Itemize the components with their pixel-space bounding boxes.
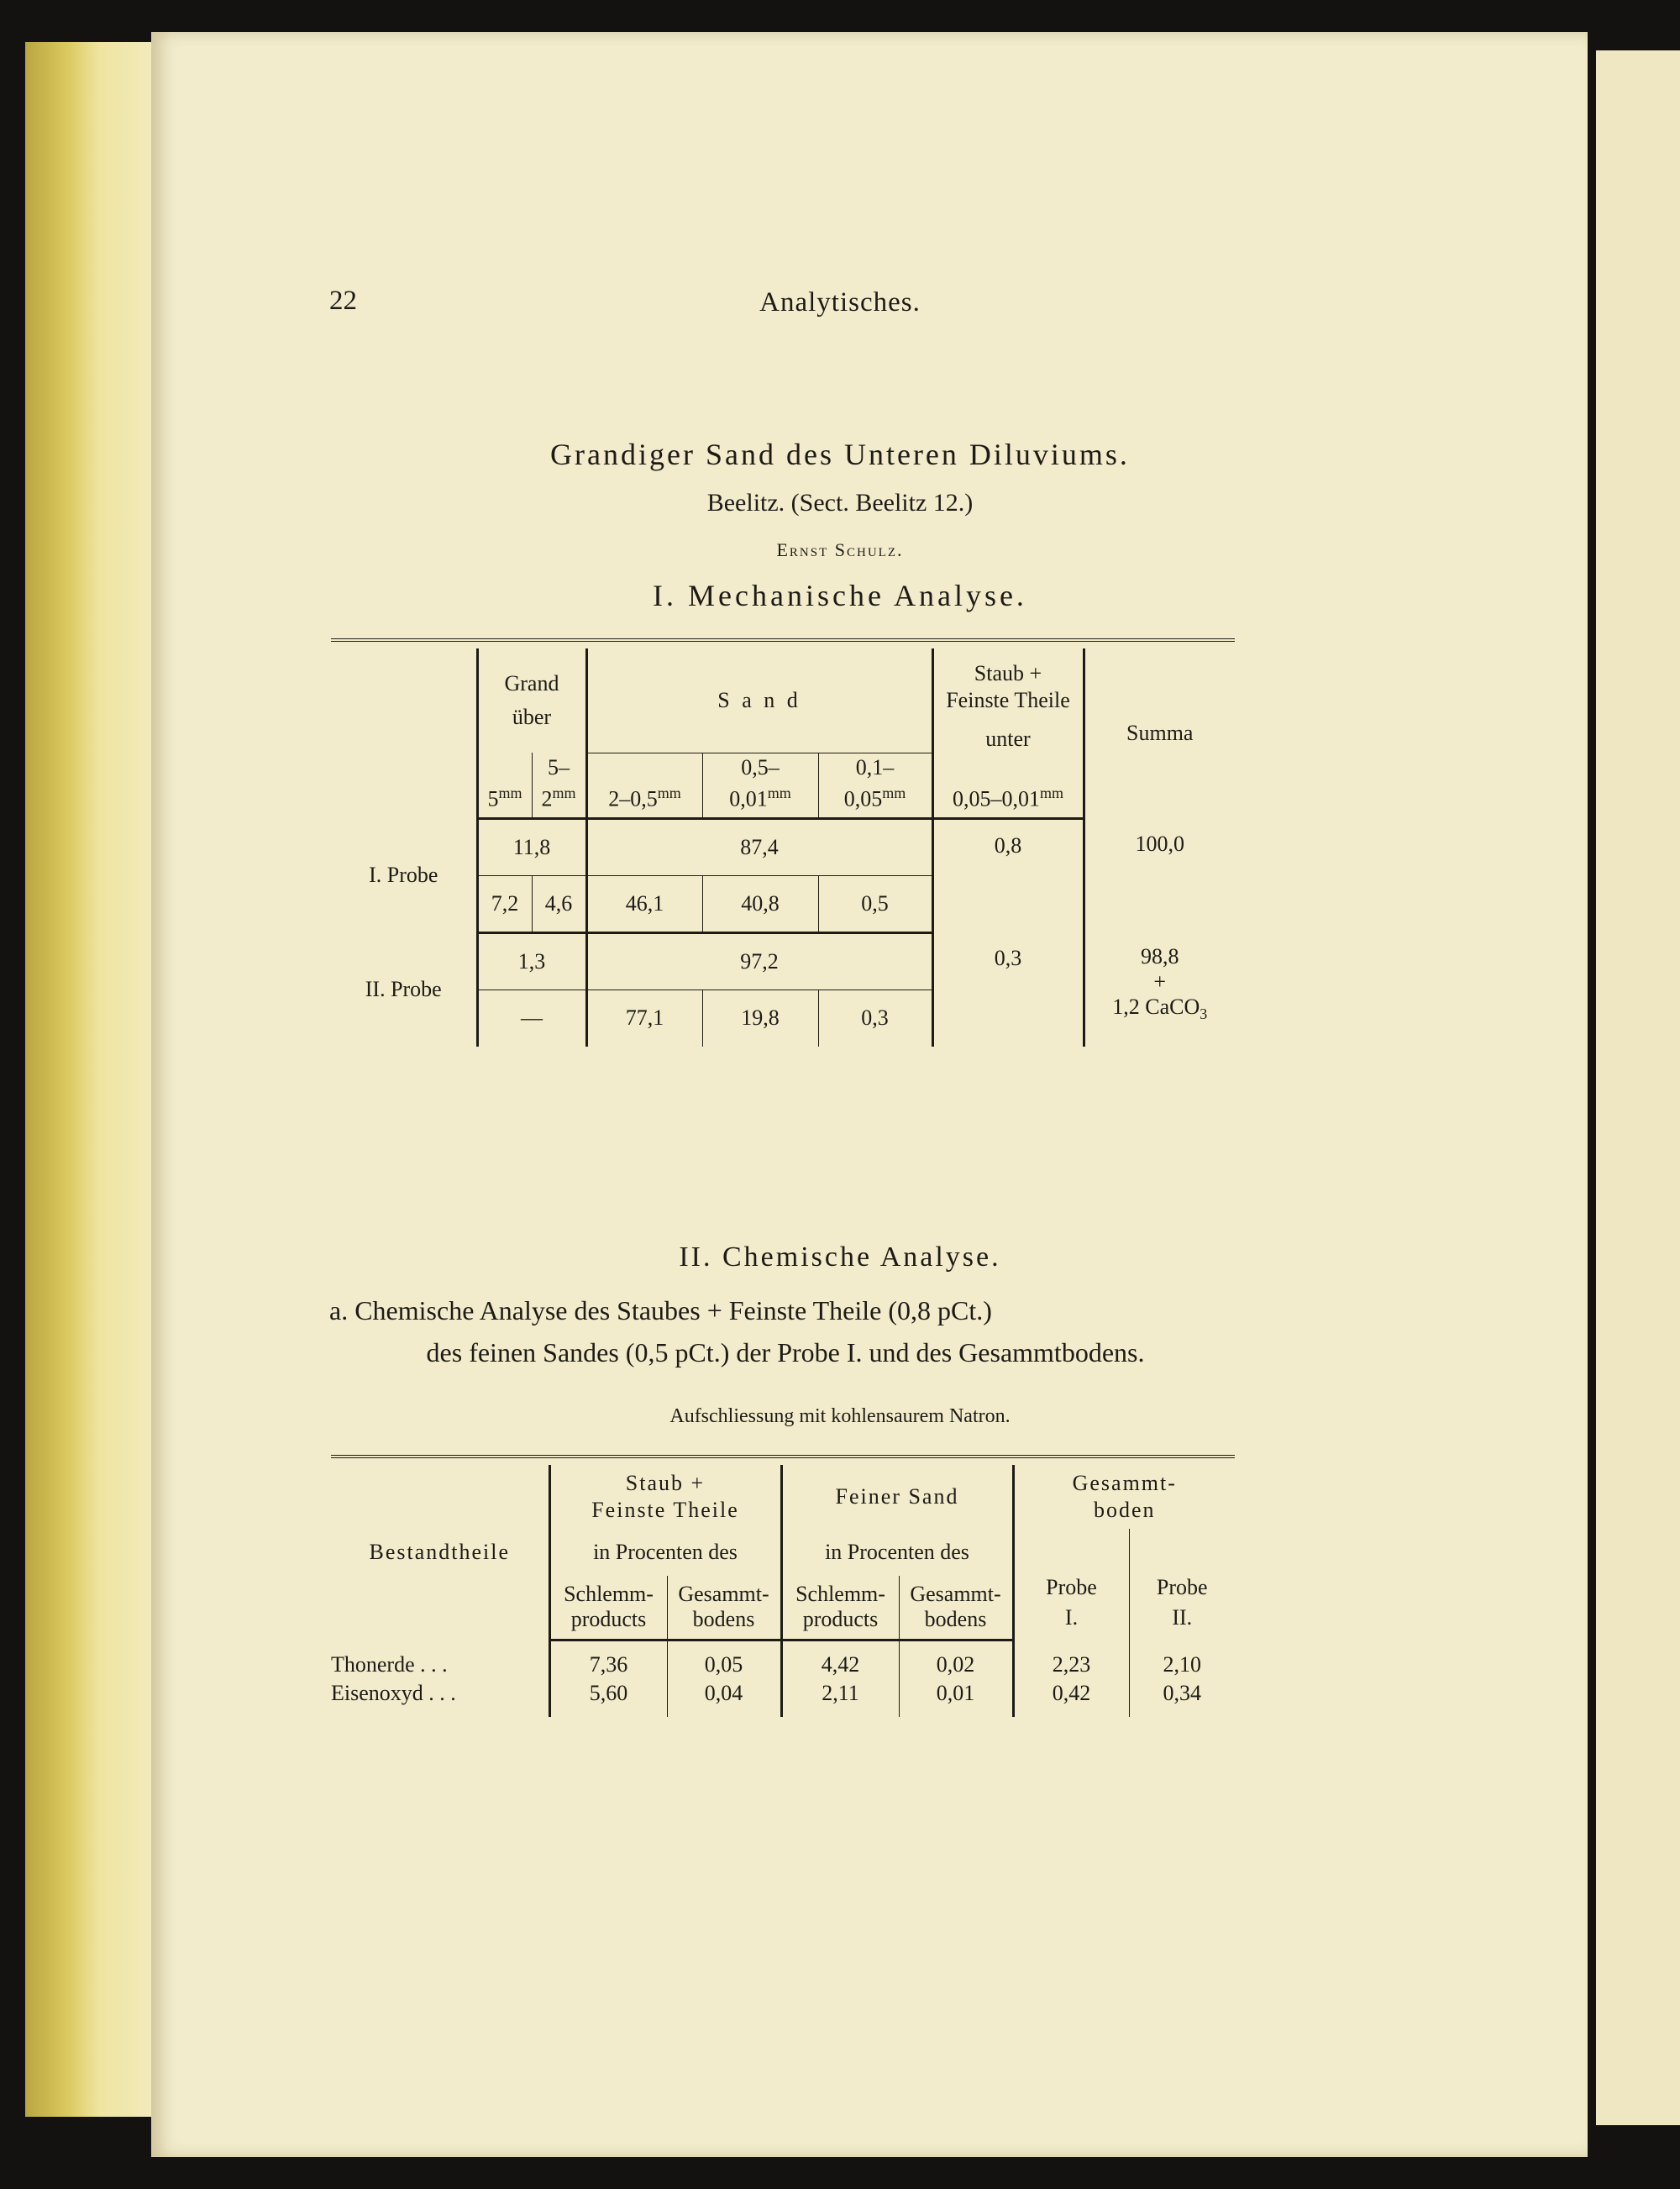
mechanical-analysis-table: [331, 638, 1235, 1047]
col-feiner-sand: Feiner Sand: [781, 1465, 1013, 1529]
col-gesammt-2: Gesammt- bodens: [899, 1576, 1013, 1640]
cell: 0,42: [1013, 1678, 1129, 1717]
author: Ernst Schulz.: [776, 539, 904, 560]
cell: 0,05: [667, 1640, 781, 1678]
col-staub: Staub + Feinste Theile unter: [932, 648, 1084, 753]
p2-sand-total: 97,2: [586, 932, 932, 990]
section-mechanical-title: I. Mechanische Analyse.: [653, 579, 1027, 612]
p2-summa: 98,8 + 1,2 CaCO$_3$: [1084, 932, 1235, 1047]
page-number: 22: [329, 286, 357, 316]
col-bestandtheile: Bestandtheile: [369, 1540, 510, 1564]
p1-sand-total: 87,4: [586, 818, 932, 875]
p2-g1: —: [477, 990, 586, 1047]
col-schlemm-2: Schlemm- products: [781, 1576, 899, 1640]
cell: 0,01: [899, 1678, 1013, 1717]
row-name: Eisenoxyd . . .: [331, 1681, 456, 1705]
cell: 2,10: [1129, 1640, 1235, 1678]
col-2-05: $2-0,5^{mm}$: [586, 753, 702, 818]
col-sand: S a n d: [586, 648, 932, 753]
col-schlemm-1: Schlemm- products: [549, 1576, 667, 1640]
col-summa: Summa: [1084, 648, 1235, 818]
sand-in-procenten: in Procenten des: [781, 1529, 1013, 1576]
row-name: Thonerde . . .: [331, 1652, 448, 1677]
title: Grandiger Sand des Unteren Diluviums.: [550, 438, 1130, 471]
col-05-001: 0,5– $0,01^{mm}$: [702, 753, 818, 818]
cell: 5,60: [549, 1678, 667, 1717]
paragraph-line-2: des feinen Sandes (0,5 pCt.) der Probe I. und des Gesammtbodens.: [426, 1337, 1145, 1367]
table-row: [331, 1678, 1235, 1717]
col-probe-2: Probe II.: [1129, 1529, 1235, 1640]
cell: 4,42: [781, 1640, 899, 1678]
col-probe-1: Probe I.: [1013, 1529, 1129, 1640]
p1-s2: 40,8: [702, 875, 818, 932]
cell: 7,36: [549, 1640, 667, 1678]
p2-staub: 0,3: [932, 932, 1084, 1047]
col-gesammtboden: Gesammt- boden: [1013, 1465, 1235, 1529]
col-5-2mm: 5– $2^{mm}$: [532, 753, 586, 818]
cell: 0,04: [667, 1678, 781, 1717]
col-grand: Grand über: [477, 648, 586, 753]
section-chemical-title: II. Chemische Analyse.: [679, 1241, 1001, 1273]
cell: 2,23: [1013, 1640, 1129, 1678]
p2-s2: 19,8: [702, 990, 818, 1047]
method-note: Aufschliessung mit kohlensaurem Natron.: [669, 1405, 1011, 1427]
p1-summa: 100,0: [1084, 818, 1235, 932]
running-title: Analytisches.: [759, 287, 921, 318]
p1-s3: 0,5: [818, 875, 932, 932]
running-header: [0, 286, 1680, 328]
col-staub: Staub + Feinste Theile: [549, 1465, 781, 1529]
p2-s3: 0,3: [818, 990, 932, 1047]
row-label-probe-2: II. Probe: [365, 977, 442, 1001]
book-edge: [25, 42, 160, 2117]
table-row: [331, 1640, 1235, 1678]
empty-corner: [331, 648, 477, 818]
p2-s1: 77,1: [586, 990, 702, 1047]
col-staub-range: $0,05-0,01^{mm}$: [932, 753, 1084, 818]
paragraph-line-1: a. Chemische Analyse des Staubes + Feinste Theile (0,8 pCt.): [329, 1295, 992, 1325]
location: Beelitz. (Sect. Beelitz 12.): [706, 489, 974, 517]
p1-s1: 46,1: [586, 875, 702, 932]
staub-in-procenten: in Procenten des: [549, 1529, 781, 1576]
chemical-analysis-table: [331, 1455, 1235, 1717]
facing-page: [1596, 50, 1680, 2125]
col-5mm: $5^{mm}$: [477, 753, 532, 818]
col-gesammt-1: Gesammt- bodens: [667, 1576, 781, 1640]
row-label-probe-1: I. Probe: [369, 863, 438, 887]
p1-g2: 4,6: [532, 875, 586, 932]
page: [151, 32, 1588, 2157]
cell: 0,34: [1129, 1678, 1235, 1717]
p1-g1: 7,2: [477, 875, 532, 932]
cell: 2,11: [781, 1678, 899, 1717]
p2-grand-total: 1,3: [477, 932, 586, 990]
p1-grand-total: 11,8: [477, 818, 586, 875]
cell: 0,02: [899, 1640, 1013, 1678]
p1-staub: 0,8: [932, 818, 1084, 932]
col-01-005: 0,1– $0,05^{mm}$: [818, 753, 932, 818]
